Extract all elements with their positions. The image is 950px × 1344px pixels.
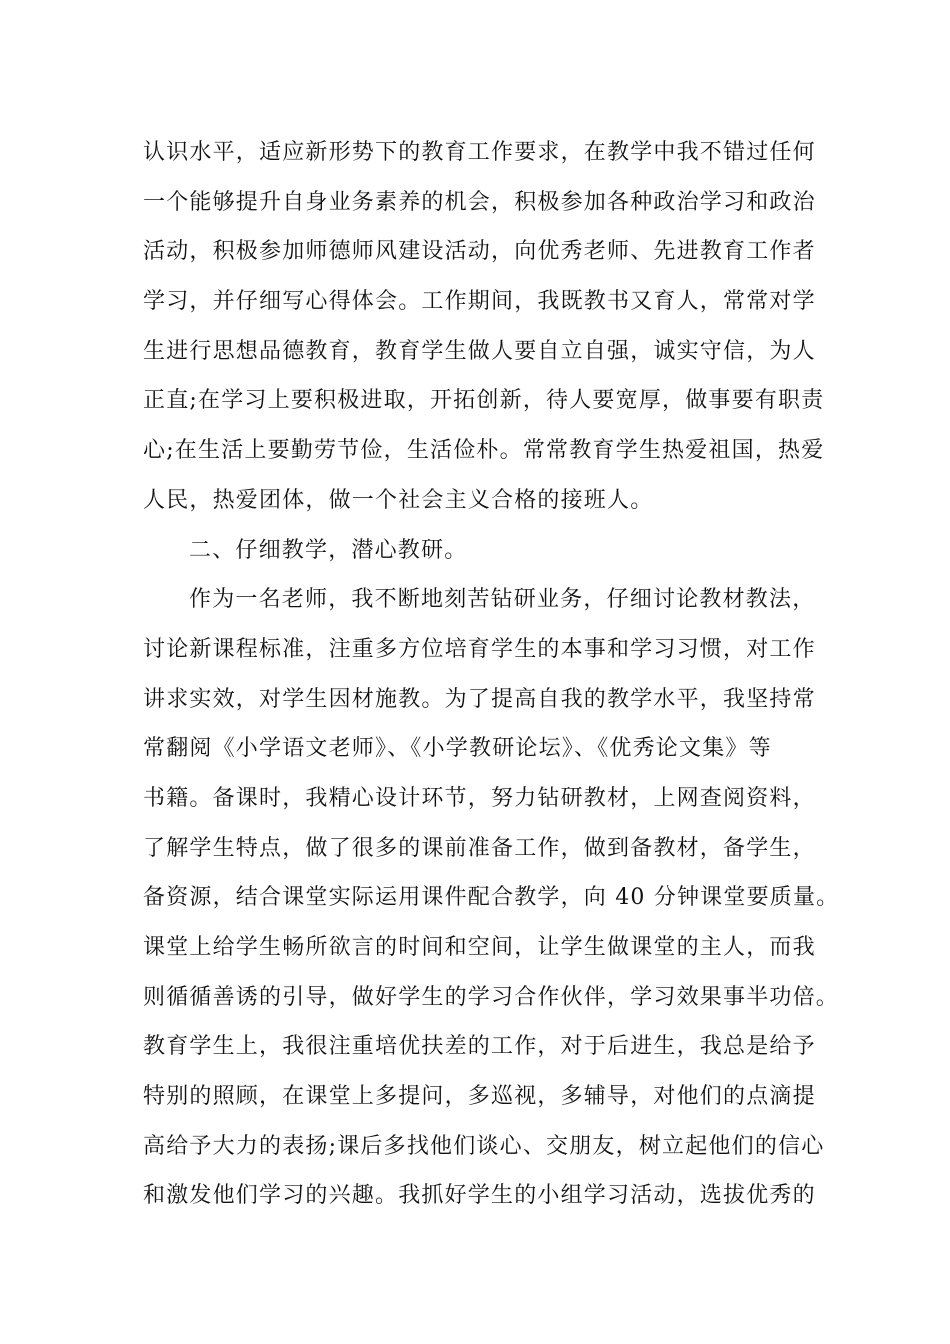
- text-line: 正直;在学习上要积极进取，开拓创新，待人要宽厚，做事要有职责: [143, 388, 825, 414]
- text-line: 则循循善诱的引导，做好学生的学习合作伙伴，学习效果事半功倍。: [143, 984, 840, 1010]
- text-line: 学习，并仔细写心得体会。工作期间，我既教书又育人，常常对学: [143, 289, 816, 315]
- text-line: 一个能够提升自身业务素养的机会，积极参加各种政治学习和政治: [143, 189, 816, 215]
- text-line: 讨论新课程标准，注重多方位培育学生的本事和学习习惯，对工作: [143, 636, 816, 662]
- section-heading: 二、仔细教学，潜心教研。: [189, 537, 468, 563]
- text-line: 讲求实效，对学生因材施教。为了提高自我的教学水平，我坚持常: [143, 686, 816, 712]
- text-line: 课堂上给学生畅所欲言的时间和空间，让学生做课堂的主人，而我: [143, 935, 816, 960]
- text-line: 备资源，结合课堂实际运用课件配合教学，向 40 分钟课堂要质量。: [143, 885, 840, 911]
- text-line: 和激发他们学习的兴趣。我抓好学生的小组学习活动，选拔优秀的: [143, 1183, 816, 1209]
- document-body: [143, 128, 840, 1221]
- text-line: 活动，积极参加师德师风建设活动，向优秀老师、先进教育工作者: [143, 239, 816, 265]
- text-line: 生进行思想品德教育，教育学生做人要自立自强，诚实守信，为人: [143, 338, 816, 364]
- text-line: 高给予大力的表扬;课后多找他们谈心、交朋友，树立起他们的信心: [143, 1133, 825, 1159]
- text-line: 了解学生特点，做了很多的课前准备工作，做到备教材，备学生，: [143, 835, 816, 861]
- text-line: 书籍。备课时，我精心设计环节，努力钻研教材，上网查阅资料，: [143, 785, 816, 811]
- text-line: 心;在生活上要勤劳节俭，生活俭朴。常常教育学生热爱祖国，热爱: [143, 438, 825, 464]
- text-line: 人民，热爱团体，做一个社会主义合格的接班人。: [143, 487, 654, 513]
- text-line: 特别的照顾，在课堂上多提问，多巡视，多辅导，对他们的点滴提: [143, 1084, 816, 1110]
- text-line: 常翻阅《小学语文老师》、《小学教研论坛》、《优秀论文集》等: [143, 736, 772, 762]
- text-line: 作为一名老师，我不断地刻苦钻研业务，仔细讨论教材教法，: [189, 587, 816, 613]
- text-line: 教育学生上，我很注重培优扶差的工作，对于后进生，我总是给予: [143, 1034, 816, 1060]
- text-line: 认识水平，适应新形势下的教育工作要求，在教学中我不错过任何: [143, 140, 816, 165]
